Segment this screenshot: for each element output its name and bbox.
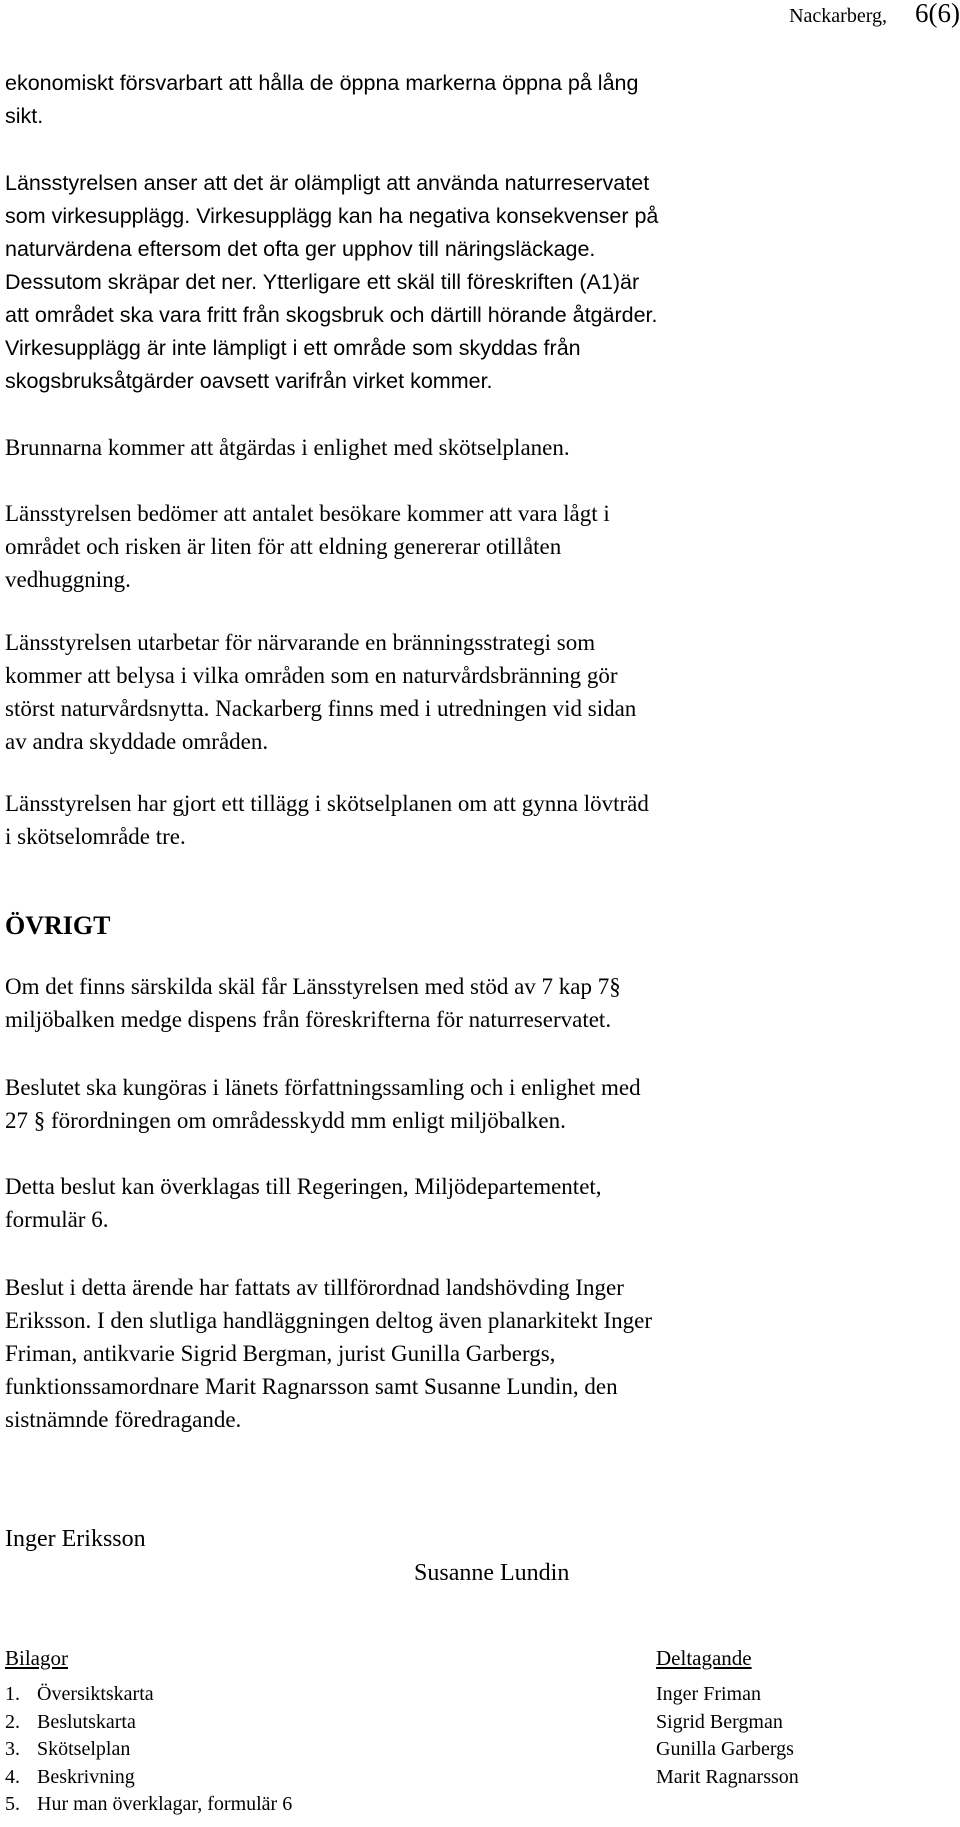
text-line: i skötselområde tre. xyxy=(5,824,186,849)
text-line: som virkesupplägg. Virkesupplägg kan ha negativa konsekvenser på xyxy=(5,204,659,228)
item-number: 2. xyxy=(5,1710,20,1733)
text-line: Länsstyrelsen anser att det är olämpligt att använda naturreservatet xyxy=(5,171,650,195)
list-item xyxy=(5,1791,292,1819)
text-line: sistnämnde föredragande. xyxy=(5,1407,242,1432)
item-number: 5. xyxy=(5,1793,20,1815)
paragraph-beslut xyxy=(5,1271,805,1436)
text-line: Virkesupplägg är inte lämpligt i ett område som skyddas från xyxy=(5,336,581,360)
bilagor-heading: Bilagor xyxy=(5,1646,68,1670)
text-line: att området ska vara fritt från skogsbruk och därtill hörande åtgärder. xyxy=(5,303,658,327)
list-item: Gunilla Garbergs xyxy=(656,1738,794,1760)
item-text: Beslutskarta xyxy=(37,1710,136,1733)
text-line: Länsstyrelsen bedömer att antalet besökare kommer att vara lågt i xyxy=(5,501,610,526)
text-line: störst naturvårdsnytta. Nackarberg finns med i utredningen vid sidan xyxy=(5,696,637,721)
paragraph-brunnarna xyxy=(5,431,805,464)
paragraph-kungoras xyxy=(5,1071,805,1137)
text-line: vedhuggning. xyxy=(5,567,131,592)
list-item: Sigrid Bergman xyxy=(656,1710,783,1733)
text-line: miljöbalken medge dispens från föreskrifterna för naturreservatet. xyxy=(5,1007,612,1032)
text-line: Detta beslut kan överklagas till Regeringen, Miljödepartementet, xyxy=(5,1174,602,1199)
bilagor-list xyxy=(5,1681,292,1819)
text-line: funktionssamordnare Marit Ragnarsson samt Susanne Lundin, den xyxy=(5,1374,618,1399)
text-line: sikt. xyxy=(5,104,44,128)
page-header xyxy=(0,0,960,30)
paragraph-besokare xyxy=(5,497,805,596)
deltagande-list xyxy=(656,1681,799,1791)
signature-susanne-lundin: Susanne Lundin xyxy=(414,1560,570,1586)
list-item xyxy=(5,1764,292,1792)
list-item xyxy=(5,1709,292,1737)
text-line: 27 § förordningen om områdesskydd mm enligt miljöbalken. xyxy=(5,1108,566,1133)
text-line: Eriksson. I den slutliga handläggningen deltog även planarkitekt Inger xyxy=(5,1308,653,1333)
paragraph-economics xyxy=(5,67,805,133)
list-item xyxy=(5,1736,292,1764)
text-line: av andra skyddade områden. xyxy=(5,729,269,754)
text-line: Beslut i detta ärende har fattats av tillförordnad landshövding Inger xyxy=(5,1275,624,1300)
text-line: skogsbruksåtgärder oavsett varifrån virket kommer. xyxy=(5,369,493,393)
list-item xyxy=(5,1681,292,1709)
deltagande-heading: Deltagande xyxy=(656,1646,752,1670)
paragraph-virkesupplagg xyxy=(5,167,805,398)
text-line: Om det finns särskilda skäl får Länsstyrelsen med stöd av 7 kap 7§ xyxy=(5,974,621,999)
item-number: 3. xyxy=(5,1738,20,1760)
header-page-number: 6(6) xyxy=(915,0,960,28)
item-text: Översiktskarta xyxy=(37,1683,154,1705)
paragraph-branningsstrategi xyxy=(5,626,805,758)
paragraph-dispens xyxy=(5,970,805,1036)
paragraph-overklagas xyxy=(5,1170,805,1236)
text-line: naturvärdena eftersom det ofta ger upphov till näringsläckage. xyxy=(5,237,596,261)
list-item: Inger Friman xyxy=(656,1683,761,1705)
item-number: 1. xyxy=(5,1683,20,1705)
signature-inger-eriksson: Inger Eriksson xyxy=(5,1526,146,1552)
text-line: området och risken är liten för att eldning genererar otillåten xyxy=(5,534,562,559)
text-line: Länsstyrelsen utarbetar för närvarande en bränningsstrategi som xyxy=(5,630,596,655)
text-line: formulär 6. xyxy=(5,1207,109,1232)
section-heading-ovrigt: ÖVRIGT xyxy=(5,911,111,940)
item-text: Hur man överklagar, formulär 6 xyxy=(37,1793,293,1815)
list-item: Marit Ragnarsson xyxy=(656,1765,799,1788)
item-text: Beskrivning xyxy=(37,1765,135,1788)
text-line: Friman, antikvarie Sigrid Bergman, jurist Gunilla Garbergs, xyxy=(5,1341,556,1366)
text-line: Beslutet ska kungöras i länets författningssamling och i enlighet med xyxy=(5,1075,641,1100)
item-number: 4. xyxy=(5,1765,20,1788)
header-document-name: Nackarberg, xyxy=(789,5,887,27)
text-line: Länsstyrelsen har gjort ett tillägg i skötselplanen om att gynna lövträd xyxy=(5,791,649,816)
paragraph-lovtrad xyxy=(5,787,805,853)
text-line: ekonomiskt försvarbart att hålla de öppna markerna öppna på lång xyxy=(5,71,639,95)
text-line: Dessutom skräpar det ner. Ytterligare ett skäl till föreskriften (A1)är xyxy=(5,270,640,294)
text-line: Brunnarna kommer att åtgärdas i enlighet med skötselplanen. xyxy=(5,435,570,460)
text-line: kommer att belysa i vilka områden som en naturvårdsbränning gör xyxy=(5,663,618,688)
item-text: Skötselplan xyxy=(37,1738,131,1760)
